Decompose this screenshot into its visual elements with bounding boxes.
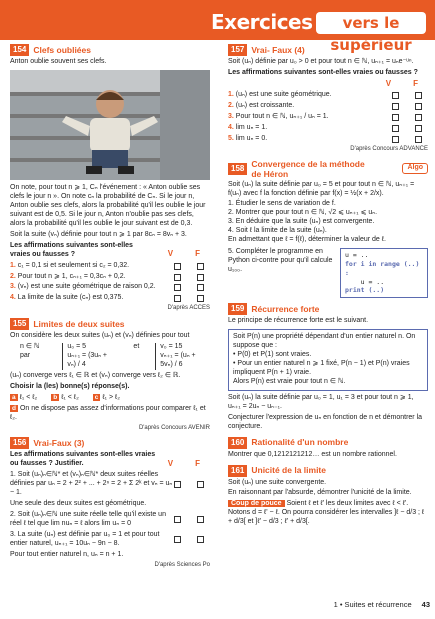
exercise-intro: On considère les deux suites (uₙ) et (vₙ) définies pour tout xyxy=(10,332,190,340)
false-checkbox[interactable] xyxy=(415,92,422,99)
statement-row: 1. c₁ = 0,1 si et seulement si c₂ = 0,32. xyxy=(10,262,210,271)
exercise-question: Les affirmations suivantes sont-elles vraies ou fausses ? xyxy=(228,68,418,76)
principle-box: Soit P(n) une propriété dépendant d'un entier naturel n. On suppose que : • P(0) et P(1) sont vraies. • Pour un entier naturel n ⩾ 1 fixé, P(n − 1) et P(n) vraies impliquent P(n + 1) vraie. Alors P(n) est vraie pour tout n ∈ ℕ. xyxy=(228,329,428,391)
page-footer xyxy=(320,600,430,610)
question-item: 3. En déduire que la suite (uₙ) est convergente. xyxy=(228,218,375,226)
system-u: u₀ = 5 uₙ₊₁ = (3uₙ + vₙ) / 4 xyxy=(62,343,117,370)
exercise-text: Montrer que 0,1212121212… est un nombre rationnel. xyxy=(228,450,397,458)
exercise-number: 156 xyxy=(10,437,29,449)
exercise-title: Rationalité d'un nombre xyxy=(251,437,349,448)
exercise-text-2: En raisonnant par l'absurde, démontrer l'unicité de la limite. xyxy=(228,489,412,497)
exercise-159 xyxy=(228,303,428,431)
false-checkbox[interactable] xyxy=(415,136,422,143)
exercise-155 xyxy=(10,318,210,432)
statement-row: 2. Pour tout n ⩾ 1, cₙ₊₁ = 0,3cₙ + 0,2. xyxy=(10,273,210,282)
exercise-source: D'après Concours ADVANCE xyxy=(350,145,428,152)
question-item: 1. Étudier le sens de variation de f. xyxy=(228,200,336,208)
true-checkbox[interactable] xyxy=(392,92,399,99)
header-badge: vers le supérieur xyxy=(316,12,426,34)
statement-row: 3. (vₙ) est une suite géométrique de raison 0,2. xyxy=(10,283,210,292)
exercise-title: Vrai- Faux (4) xyxy=(251,44,305,55)
python-question: 5. Compléter le programme en Python ci-contre pour qu'il calcule u₁₀₀. xyxy=(228,248,333,274)
exercise-161 xyxy=(228,465,428,528)
exercise-154 xyxy=(10,44,210,313)
faux-label: F xyxy=(413,78,418,88)
exercise-intro: Soit (uₙ) la suite définie par u₀ = 5 et pour tout n ∈ ℕ, uₙ₊₁ = f(uₙ) avec f la fonction définie par f(x) = ½(x + 2/x). xyxy=(228,180,415,197)
statement-row: 1. Soit (uₙ)ₙ∈ℕ* et (vₙ)ₙ∈ℕ* deux suites réelles définies par uₙ = 2 + 2² + ... + 2ⁿ = 2 + Σ 2ᵏ et vₙ = uₙ − 1. xyxy=(10,471,210,498)
true-checkbox[interactable] xyxy=(392,114,399,121)
exercise-source: D'après ACCES xyxy=(167,305,210,312)
hint: Coup de pouce Soient ℓ et ℓ' les deux limites avec ℓ < ℓ'. Notons d = ℓ' − ℓ. On pourra considérer les intervalles ]ℓ − d/3 ; ℓ + d/3[ et ]ℓ' − d/3 ; ℓ' + d/3[. xyxy=(228,500,425,526)
statement-row: 2. (uₙ) est croissante. xyxy=(228,102,428,111)
statement-text: Une seule des deux suites est géométrique. xyxy=(10,500,147,508)
true-checkbox[interactable] xyxy=(174,284,181,291)
exercise-160 xyxy=(228,437,428,460)
faux-label: F xyxy=(195,249,200,259)
system-v: v₀ = 15 vₙ₊₁ = (uₙ + 5vₙ) / 6 xyxy=(155,343,210,370)
convergence-text: (uₙ) converge vers ℓ₁ ∈ ℝ et (vₙ) converge vers ℓ₂ ∈ ℝ. xyxy=(10,371,181,379)
true-checkbox[interactable] xyxy=(392,136,399,143)
statement-row: 4. lim uₙ = 1. xyxy=(228,124,428,133)
exercise-intro: Anton oublie souvent ses clefs. xyxy=(10,58,107,65)
exercise-question: Choisir la (les) bonne(s) réponse(s). xyxy=(10,382,130,390)
false-checkbox[interactable] xyxy=(197,284,204,291)
exercise-number: 160 xyxy=(228,437,247,449)
exercise-title: Clefs oubliées xyxy=(33,44,91,55)
header-title: Exercices xyxy=(211,10,313,34)
exercise-question: Les affirmations suivantes sont-elles vraies ou fausses ? xyxy=(10,241,133,258)
exercise-text: On note, pour tout n ⩾ 1, Cₙ l'événement : « Anton oublie ses clefs le jour n ». On note cₙ la probabilité de Cₙ. Si le jour n, Anton oublie ses clefs, alors la probabilité qu'il les oublie le jour suivant est de 0,5. Si le jour n, Anton n'oublie pas ses clefs, alors la probabilité qu'il les oublie le jour suivant est de 0,3. xyxy=(10,183,206,227)
choice-d[interactable]: d On ne dispose pas assez d'informations pour comparer ℓ₁ et ℓ₂. xyxy=(10,404,206,421)
exercise-number: 155 xyxy=(10,318,29,330)
exercise-question: Les affirmations suivantes sont-elles vraies ou fausses ? Justifier. xyxy=(10,451,156,468)
statement-row: 2. Soit (uₙ)ₙ∈ℕ une suite réelle telle qu'il existe un réel ℓ tel que lim nuₙ = ℓ alors lim uₙ = 0 xyxy=(10,511,210,529)
chapter-label: 1 • Suites et récurrence xyxy=(333,600,412,609)
right-column xyxy=(228,44,428,532)
choice-c[interactable]: c ℓ₁ > ℓ₂ xyxy=(94,393,121,401)
left-column xyxy=(10,44,210,574)
question-item: 2. Montrer que pour tout n ∈ ℕ, √2 ⩽ uₙ₊₁ ⩽ uₙ. xyxy=(228,209,378,217)
exercise-text-2: Soit la suite (vₙ) définie pour tout n ⩾ 1 par 8cₙ = 8vₙ + 3. xyxy=(10,230,187,238)
choice-b[interactable]: b ℓ₁ < ℓ₂ xyxy=(53,393,79,401)
statement-row: 3. La suite (uₙ) est définie par u₀ = 1 et pour tout entier naturel, uₙ₊₁ = 10uₙ − 9n − 8. xyxy=(10,531,210,549)
exercise-title: Récurrence forte xyxy=(251,303,320,314)
false-checkbox[interactable] xyxy=(415,114,422,121)
page-number: 43 xyxy=(421,600,430,609)
exercise-text: Soit (uₙ) la suite définie par u₀ = 1, u₁ = 3 et pour tout n ⩾ 1, uₙ₊₁ = 2uₙ − uₙ₋₁. xyxy=(228,393,414,410)
exercise-number: 161 xyxy=(228,465,247,477)
true-checkbox[interactable] xyxy=(174,295,181,302)
vrai-label: V xyxy=(167,249,174,259)
exercise-source: D'après Concours AVENIR xyxy=(138,424,210,431)
false-checkbox[interactable] xyxy=(415,125,422,132)
statement-row: 4. La limite de la suite (cₙ) est 0,375. xyxy=(10,294,210,303)
exercise-title: Limites de deux suites xyxy=(33,318,125,329)
recurrence-systems: n ∈ ℕ par u₀ = 5 uₙ₊₁ = (3uₙ + vₙ) / 4 et v₀ = 15 vₙ₊₁ = (uₙ + 5vₙ) / 6 xyxy=(20,343,210,370)
true-checkbox[interactable] xyxy=(392,125,399,132)
true-checkbox[interactable] xyxy=(174,536,181,543)
statement-row: 3. Pour tout n ∈ ℕ, uₙ₊₁ / uₙ = 1. xyxy=(228,113,428,122)
exercise-title: Convergence de la méthode de Héron xyxy=(251,158,365,179)
question-item: En admettant que ℓ = f(ℓ), déterminer la valeur de ℓ. xyxy=(228,236,386,244)
true-checkbox[interactable] xyxy=(174,481,181,488)
exercise-number: 158 xyxy=(228,163,247,175)
exercise-title: Vrai-Faux (3) xyxy=(33,437,85,448)
exercise-number: 159 xyxy=(228,303,247,315)
exercise-title: Unicité de la limite xyxy=(251,465,326,476)
true-checkbox[interactable] xyxy=(392,103,399,110)
false-checkbox[interactable] xyxy=(197,295,204,302)
true-checkbox[interactable] xyxy=(174,516,181,523)
python-code-block: u = .. for i in range (..) : u = .. print (..) xyxy=(340,248,428,298)
exercise-158 xyxy=(228,159,428,299)
false-checkbox[interactable] xyxy=(197,263,204,270)
exercise-intro: Le principe de récurrence forte est le suivant. xyxy=(228,317,369,325)
exercise-156 xyxy=(10,437,210,569)
exercise-source: D'après Sciences Po xyxy=(154,561,210,568)
exercise-157 xyxy=(228,44,428,154)
algo-badge: Algo xyxy=(402,163,428,174)
true-checkbox[interactable] xyxy=(174,274,181,281)
exercise-number: 157 xyxy=(228,44,247,56)
false-checkbox[interactable] xyxy=(415,103,422,110)
exercise-text-2: Conjecturer l'expression de uₙ en fonction de n et démontrer la conjecture. xyxy=(228,413,423,430)
statement-row: 1. (uₙ) est une suite géométrique. xyxy=(228,91,428,100)
vrai-label: V xyxy=(167,458,174,468)
vrai-label: V xyxy=(385,78,392,88)
answer-choices xyxy=(10,394,210,403)
false-checkbox[interactable] xyxy=(197,516,204,523)
exercise-number: 154 xyxy=(10,44,29,56)
question-item: 4. Soit ℓ la limite de la suite (uₙ). xyxy=(228,227,327,235)
statement-text: Pour tout entier naturel n, uₙ = n + 1. xyxy=(10,550,124,558)
choice-a[interactable]: a ℓ₁ < ℓ₂ xyxy=(12,393,38,401)
statement-row: 5. lim uₙ = 0. xyxy=(228,135,428,144)
hint-badge: Coup de pouce xyxy=(228,500,285,507)
false-checkbox[interactable] xyxy=(197,481,204,488)
false-checkbox[interactable] xyxy=(197,274,204,281)
false-checkbox[interactable] xyxy=(197,536,204,543)
true-checkbox[interactable] xyxy=(174,263,181,270)
faux-label: F xyxy=(195,458,200,468)
exercise-intro: Soit (uₙ) définie par u₀ > 0 et pour tout n ∈ ℕ, uₙ₊₁ = uₙe⁻ᵘⁿ. xyxy=(228,58,414,65)
exercise-text: Soit (uₙ) une suite convergente. xyxy=(228,478,327,486)
boy-on-stairs-photo xyxy=(10,70,210,180)
